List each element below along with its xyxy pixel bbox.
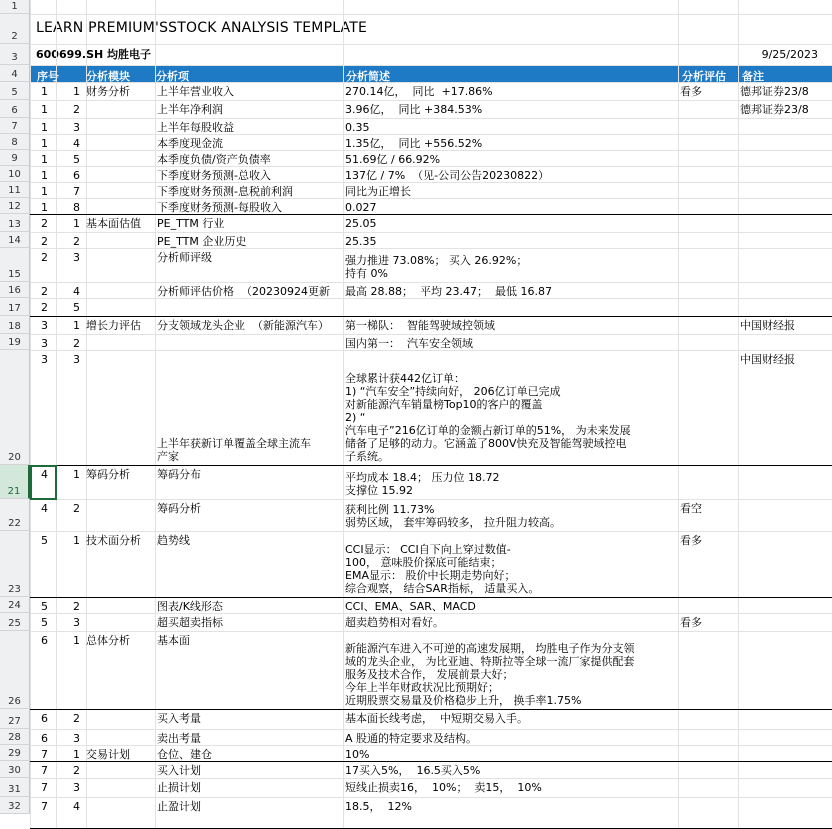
cell-item-number[interactable]: 8 (73, 201, 80, 214)
cell-section-number[interactable]: 1 (41, 169, 48, 182)
cell-analysis-summary[interactable]: 25.35 (345, 235, 377, 248)
row-gridline (30, 797, 832, 798)
cell-analysis-summary[interactable]: 基本面长线考虑， 中短期交易入手。 (345, 712, 528, 725)
cell-item-number[interactable]: 1 (73, 319, 80, 332)
row-header-22[interactable]: 22 (0, 499, 30, 531)
cell-analysis-item[interactable]: 分析师评估价格 （20230924更新 (157, 285, 330, 298)
cell-section-number[interactable]: 2 (41, 217, 48, 230)
row-header-5[interactable]: 5 (0, 82, 30, 100)
cell-analysis-item[interactable]: 筹码分析 (157, 502, 201, 515)
column-gridline (738, 0, 739, 829)
row-gridline (30, 597, 832, 598)
header-module[interactable]: 分析模块 (86, 70, 130, 83)
row-gridline (30, 232, 832, 233)
cell-analysis-item[interactable]: 上半年净利润 (157, 103, 223, 116)
cell-analysis-item[interactable]: 止盈计划 (157, 800, 201, 813)
cell-item-number[interactable]: 1 (73, 468, 80, 481)
cell-section-number[interactable]: 7 (41, 748, 48, 761)
row-header-31[interactable]: 31 (0, 778, 30, 797)
column-gridline (155, 0, 156, 829)
row-gridline (30, 745, 832, 746)
cell-section-number[interactable]: 1 (41, 85, 48, 98)
cell-item-number[interactable]: 5 (73, 153, 80, 166)
cell-evaluation[interactable]: 看多 (680, 534, 702, 547)
column-gridline (86, 0, 87, 829)
row-header-25[interactable]: 25 (0, 613, 30, 631)
cell-analysis-summary[interactable]: 全球累计获442亿订单： 1) “汽车安全”持续向好， 206亿订单已完成 对新能源汽车销量榜Top10的客户的覆盖 2) “ 汽车电子”216亿订单的金额占新订单的51%， 为未来发展 储备了足够的动力。它涵盖了800V快充及智能驾驶域控电 子系统。 (345, 372, 631, 463)
row-gridline (30, 316, 832, 317)
cell-section-number[interactable]: 5 (41, 600, 48, 613)
cell-section-number[interactable]: 2 (41, 251, 48, 264)
cell-evaluation[interactable]: 看空 (680, 502, 702, 515)
cell-section-number[interactable]: 6 (41, 634, 48, 647)
cell-item-number[interactable]: 2 (73, 600, 80, 613)
row-header-8[interactable]: 8 (0, 134, 30, 150)
row-header-10[interactable]: 10 (0, 166, 30, 182)
row-gridline (30, 350, 832, 351)
cell-section-number[interactable]: 1 (41, 137, 48, 150)
row-header-13[interactable]: 13 (0, 214, 30, 232)
row-header-29[interactable]: 29 (0, 745, 30, 761)
row-gridline (30, 499, 832, 500)
cell-analysis-module[interactable]: 总体分析 (86, 634, 130, 647)
cell-section-number[interactable]: 4 (41, 468, 48, 481)
row-gridline (30, 166, 832, 167)
cell-analysis-summary[interactable]: CCI、EMA、SAR、MACD (345, 600, 476, 613)
cell-analysis-item[interactable]: 买入计划 (157, 764, 201, 777)
row-header-14[interactable]: 14 (0, 232, 30, 248)
row-header-24[interactable]: 24 (0, 597, 30, 613)
cell-section-number[interactable]: 5 (41, 534, 48, 547)
cell-analysis-summary[interactable]: 最高 28.88； 平均 23.47； 最低 16.87 (345, 285, 552, 298)
active-cell-selection (30, 465, 57, 500)
row-header-7[interactable]: 7 (0, 118, 30, 134)
row-header-4[interactable]: 4 (0, 65, 30, 82)
cell-analysis-item[interactable]: 趋势线 (157, 534, 190, 547)
row-header-1[interactable]: 1 (0, 0, 30, 14)
row-gridline (30, 44, 832, 45)
cell-section-number[interactable]: 2 (41, 285, 48, 298)
cell-section-number[interactable]: 1 (41, 185, 48, 198)
cell-analysis-summary[interactable]: 平均成本 18.4； 压力位 18.72 支撑位 15.92 (345, 471, 500, 497)
cell-analysis-summary[interactable]: 国内第一： 汽车安全领域 (345, 337, 473, 350)
row-header-15[interactable]: 15 (0, 248, 30, 282)
cell-item-number[interactable]: 6 (73, 169, 80, 182)
cell-analysis-item[interactable]: 买入考量 (157, 712, 201, 725)
cell-analysis-module[interactable]: 财务分析 (86, 85, 130, 98)
cell-analysis-item[interactable]: 仓位、建仓 (157, 748, 212, 761)
row-gridline (30, 631, 832, 632)
row-gridline (30, 150, 832, 151)
cell-analysis-module[interactable]: 基本面估值 (86, 217, 141, 230)
cell-analysis-summary[interactable]: A 股通的特定要求及结构。 (345, 732, 478, 745)
cell-evaluation[interactable]: 看多 (680, 85, 702, 98)
row-gridline (30, 248, 832, 249)
row-gridline (30, 761, 832, 762)
row-gridline (30, 82, 832, 83)
cell-analysis-summary[interactable]: 137亿 / 7% （见-公司公告20230822） (345, 169, 550, 182)
cell-notes[interactable]: 德邦证券23/8 (740, 103, 809, 116)
cell-item-number[interactable]: 1 (73, 217, 80, 230)
cell-analysis-item[interactable]: 分支领域龙头企业 （新能源汽车） (157, 319, 329, 332)
row-header-19[interactable]: 19 (0, 334, 30, 350)
cell-item-number[interactable]: 2 (73, 712, 80, 725)
sheet-title[interactable]: LEARN PREMIUM'SSTOCK ANALYSIS TEMPLATE (36, 20, 368, 36)
row-header-32[interactable]: 32 (0, 797, 30, 814)
cell-analysis-item[interactable]: 下季度财务预测-每股收入 (157, 201, 282, 214)
cell-item-number[interactable]: 2 (73, 235, 80, 248)
cell-analysis-summary[interactable]: 0.35 (345, 121, 370, 134)
row-gridline (30, 198, 832, 199)
row-gridline (30, 778, 832, 779)
cell-section-number[interactable]: 2 (41, 235, 48, 248)
row-header-6[interactable]: 6 (0, 100, 30, 118)
cell-item-number[interactable]: 5 (73, 301, 80, 314)
cell-section-number[interactable]: 7 (41, 800, 48, 813)
cell-analysis-summary[interactable]: 51.69亿 / 66.92% (345, 153, 441, 166)
cell-item-number[interactable]: 3 (73, 121, 80, 134)
cell-item-number[interactable]: 2 (73, 764, 80, 777)
cell-section-number[interactable]: 1 (41, 121, 48, 134)
cell-evaluation[interactable]: 看多 (680, 616, 702, 629)
cell-analysis-summary[interactable]: 短线止损卖16， 10%； 卖15， 10% (345, 781, 542, 794)
stock-code[interactable]: 600699.SH 均胜电子 (36, 48, 152, 61)
cell-analysis-summary[interactable]: 新能源汽车进入不可逆的高速发展期， 均胜电子作为分支领 域的龙头企业， 为比亚迪、特斯拉等全球一流厂家提供配套 服务及技术合作， 发展前景大好； 今年上半年财政状况比预期好； 近期股票交易量及价格稳步上升， 换手率1.75% (345, 642, 635, 707)
row-header-20[interactable]: 20 (0, 350, 30, 465)
column-gridline (56, 0, 57, 829)
cell-item-number[interactable]: 3 (73, 732, 80, 745)
row-gridline (30, 531, 832, 532)
cell-analysis-item[interactable]: 下季度财务预测-总收入 (157, 169, 271, 182)
header-item[interactable]: 分析项 (156, 70, 189, 83)
cell-section-number[interactable]: 3 (41, 319, 48, 332)
row-gridline (30, 134, 832, 135)
cell-analysis-item[interactable]: 分析师评级 (157, 251, 212, 264)
row-gridline (30, 298, 832, 299)
cell-item-number[interactable]: 1 (73, 85, 80, 98)
row-header-30[interactable]: 30 (0, 761, 30, 778)
cell-analysis-item[interactable]: 筹码分布 (157, 468, 201, 481)
cell-section-number[interactable]: 5 (41, 616, 48, 629)
cell-analysis-summary[interactable]: 超卖趋势相对看好。 (345, 616, 444, 629)
cell-notes[interactable]: 德邦证券23/8 (740, 85, 809, 98)
row-header-26[interactable]: 26 (0, 631, 30, 709)
row-header-21[interactable]: 21 (0, 465, 30, 499)
cell-section-number[interactable]: 6 (41, 712, 48, 725)
header-notes[interactable]: 备注 (742, 70, 764, 83)
cell-analysis-item[interactable]: 本季度负债/资产负债率 (157, 153, 271, 166)
cell-analysis-item[interactable]: 上半年每股收益 (157, 121, 234, 134)
cell-analysis-summary[interactable]: 17买入5%， 16.5买入5% (345, 764, 481, 777)
row-header-9[interactable]: 9 (0, 150, 30, 166)
cell-analysis-item[interactable]: PE_TTM 行业 (157, 217, 225, 230)
row-gridline (30, 282, 832, 283)
cell-analysis-summary[interactable]: 第一梯队： 智能驾驶域控领域 (345, 319, 495, 332)
cell-item-number[interactable]: 3 (73, 781, 80, 794)
cell-section-number[interactable]: 7 (41, 764, 48, 777)
row-gridline (30, 709, 832, 710)
cell-item-number[interactable]: 3 (73, 251, 80, 264)
header-evaluation[interactable]: 分析评估 (682, 70, 726, 83)
cell-item-number[interactable]: 1 (73, 634, 80, 647)
cell-section-number[interactable]: 6 (41, 732, 48, 745)
row-header-17[interactable]: 17 (0, 298, 30, 316)
cell-item-number[interactable]: 4 (73, 800, 80, 813)
cell-analysis-module[interactable]: 筹码分析 (86, 468, 130, 481)
cell-notes[interactable]: 中国财经报 (740, 319, 795, 332)
header-index[interactable]: 序号 (37, 70, 59, 83)
row-gridline (30, 214, 832, 215)
cell-analysis-item[interactable]: 卖出考量 (157, 732, 201, 745)
row-header-18[interactable]: 18 (0, 316, 30, 334)
cell-item-number[interactable]: 2 (73, 502, 80, 515)
cell-analysis-item[interactable]: 本季度现金流 (157, 137, 223, 150)
cell-analysis-item[interactable]: 图表/K线形态 (157, 600, 223, 613)
cell-section-number[interactable]: 3 (41, 353, 48, 366)
table-header (30, 66, 832, 82)
row-gridline (30, 118, 832, 119)
cell-section-number[interactable]: 4 (41, 502, 48, 515)
row-gridline (30, 65, 832, 66)
cell-analysis-item[interactable]: 上半年获新订单覆盖全球主流车 产家 (157, 437, 311, 463)
cell-notes[interactable]: 中国财经报 (740, 353, 795, 366)
cell-analysis-summary[interactable]: 强力推进 73.08%； 买入 26.92%； 持有 0% (345, 254, 528, 280)
cell-analysis-item[interactable]: 止损计划 (157, 781, 201, 794)
cell-section-number[interactable]: 2 (41, 301, 48, 314)
cell-item-number[interactable]: 3 (73, 616, 80, 629)
cell-analysis-item[interactable]: 基本面 (157, 634, 190, 647)
row-gridline (30, 465, 832, 466)
cell-analysis-module[interactable]: 增长力评估 (86, 319, 141, 332)
cell-item-number[interactable]: 1 (73, 748, 80, 761)
cell-analysis-summary[interactable]: 10% (345, 748, 370, 761)
cell-item-number[interactable]: 3 (73, 353, 80, 366)
row-gridline (30, 182, 832, 183)
cell-section-number[interactable]: 1 (41, 201, 48, 214)
cell-analysis-module[interactable]: 交易计划 (86, 748, 130, 761)
row-header-2[interactable]: 2 (0, 14, 30, 44)
cell-analysis-summary[interactable]: CCI显示： CCI自下向上穿过数值- 100， 意味股价探底可能结束； EMA显示： 股价中长期走势向好； 综合观察， 结合SAR指标， 适量买入。 (345, 543, 540, 595)
cell-analysis-summary[interactable]: 25.05 (345, 217, 377, 230)
cell-analysis-summary[interactable]: 获利比例 11.73% 弱势区域， 套牢筹码较多， 拉升阻力较高。 (345, 503, 561, 529)
row-gridline (30, 613, 832, 614)
header-summary[interactable]: 分析简述 (346, 70, 390, 83)
cell-analysis-summary[interactable]: 1.35亿， 同比 +556.52% (345, 137, 483, 150)
row-gridline (30, 14, 832, 15)
cell-analysis-item[interactable]: 上半年营业收入 (157, 85, 234, 98)
row-header-11[interactable]: 11 (0, 182, 30, 198)
row-header-27[interactable]: 27 (0, 709, 30, 729)
row-header-28[interactable]: 28 (0, 729, 30, 745)
row-header-23[interactable]: 23 (0, 531, 30, 597)
cell-analysis-summary[interactable]: 3.96亿， 同比 +384.53% (345, 103, 483, 116)
cell-item-number[interactable]: 4 (73, 137, 80, 150)
cell-analysis-item[interactable]: PE_TTM 企业历史 (157, 235, 247, 248)
cell-analysis-summary[interactable]: 270.14亿， 同比 +17.86% (345, 85, 493, 98)
row-header-16[interactable]: 16 (0, 282, 30, 298)
column-gridline (678, 0, 679, 829)
row-gridline (30, 334, 832, 335)
cell-analysis-item[interactable]: 超买超卖指标 (157, 616, 223, 629)
cell-section-number[interactable]: 1 (41, 103, 48, 116)
cell-item-number[interactable]: 1 (73, 534, 80, 547)
cell-analysis-item[interactable]: 下季度财务预测-息税前利润 (157, 185, 293, 198)
row-header-3[interactable]: 3 (0, 44, 30, 65)
cell-item-number[interactable]: 2 (73, 103, 80, 116)
cell-analysis-summary[interactable]: 0.027 (345, 201, 377, 214)
row-gridline (30, 100, 832, 101)
row-gridline (30, 729, 832, 730)
cell-section-number[interactable]: 1 (41, 153, 48, 166)
cell-section-number[interactable]: 3 (41, 337, 48, 350)
cell-analysis-module[interactable]: 技术面分析 (86, 534, 141, 547)
cell-item-number[interactable]: 7 (73, 185, 80, 198)
cell-analysis-summary[interactable]: 18.5， 12% (345, 800, 412, 813)
row-header-12[interactable]: 12 (0, 198, 30, 214)
cell-item-number[interactable]: 2 (73, 337, 80, 350)
cell-analysis-summary[interactable]: 同比为正增长 (345, 185, 411, 198)
report-date[interactable]: 9/25/2023 (761, 48, 818, 61)
column-gridline (343, 0, 344, 829)
cell-section-number[interactable]: 7 (41, 781, 48, 794)
cell-item-number[interactable]: 4 (73, 285, 80, 298)
